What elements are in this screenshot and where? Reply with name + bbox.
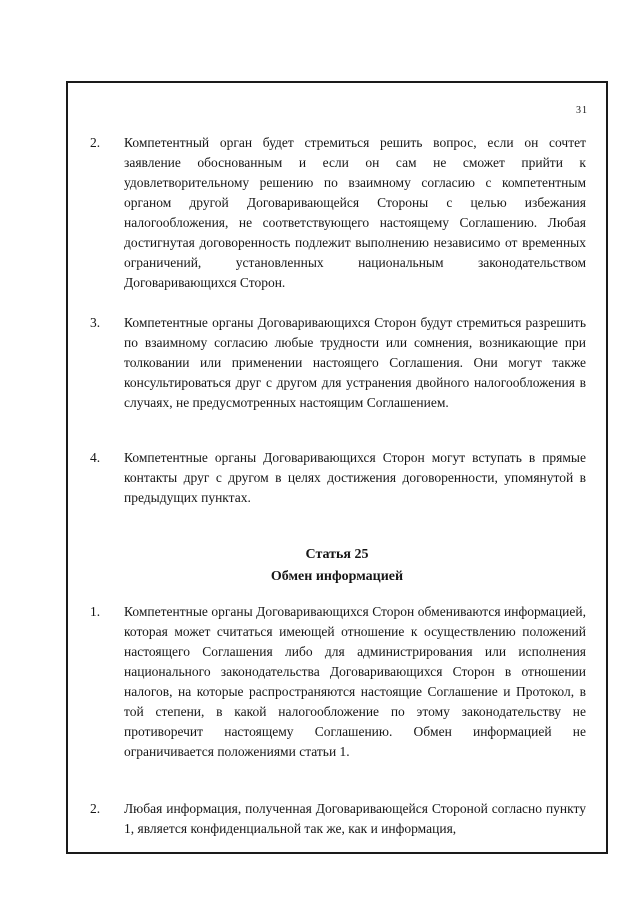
item-text: Компетентный орган будет стремиться решить вопрос, если он сочтет заявление обоснованным и если он сам не сможет прийти к удовлетворительному решению по взаимному согласию с компетентным органом другой Договаривающейся Стороны с целью избежания налогообложения, не соответствующего настоящему Соглашению. Любая достигнутая договоренность подлежит выполнению независимо от временных ограничений, установленных национальным законодательством Договаривающихся Сторон. [124, 135, 586, 290]
item-number: 3. [90, 315, 101, 330]
paragraph-item [90, 133, 586, 293]
item-number: 2. [90, 801, 101, 816]
paragraph-item [90, 448, 586, 508]
item-number: 2. [90, 135, 101, 150]
paragraph-item [90, 313, 586, 413]
paragraph-item [90, 799, 586, 839]
page-number: 31 [576, 105, 588, 116]
paragraph-item [90, 602, 586, 762]
item-text: Компетентные органы Договаривающихся Сторон обмениваются информацией, которая может считаться имеющей отношение к осуществлению положений настоящего Соглашения либо для администрирования или исполнения национального законодательства Договаривающихся Сторон в отношении налогов, на которые распространяются настоящие Соглашение и Протокол, в той степени, в какой налогообложение по этому законодательству не противоречит настоящему Соглашению. Обмен информацией не ограничивается положениями статьи 1. [124, 604, 586, 759]
item-number: 1. [90, 604, 101, 619]
item-text: Компетентные органы Договаривающихся Сторон могут вступать в прямые контакты друг с другом в целях достижения договоренности, упомянутой в предыдущих пунктах. [124, 450, 586, 505]
page-frame [66, 81, 608, 854]
article-subtitle: Обмен информацией [270, 569, 404, 584]
item-text: Любая информация, полученная Договаривающейся Стороной согласно пункту 1, является конфиденциальной так же, как и информация, [124, 801, 586, 836]
item-number: 4. [90, 450, 101, 465]
item-text: Компетентные органы Договаривающихся Сторон будут стремиться разрешить по взаимному согласию любые трудности или сомнения, возникающие при толковании или применении настоящего Соглашения. Они могут также консультироваться друг с другом для устранения двойного налогообложения в случаях, не предусмотренных настоящим Соглашением. [124, 315, 586, 410]
article-title: Статья 25 [305, 547, 369, 562]
